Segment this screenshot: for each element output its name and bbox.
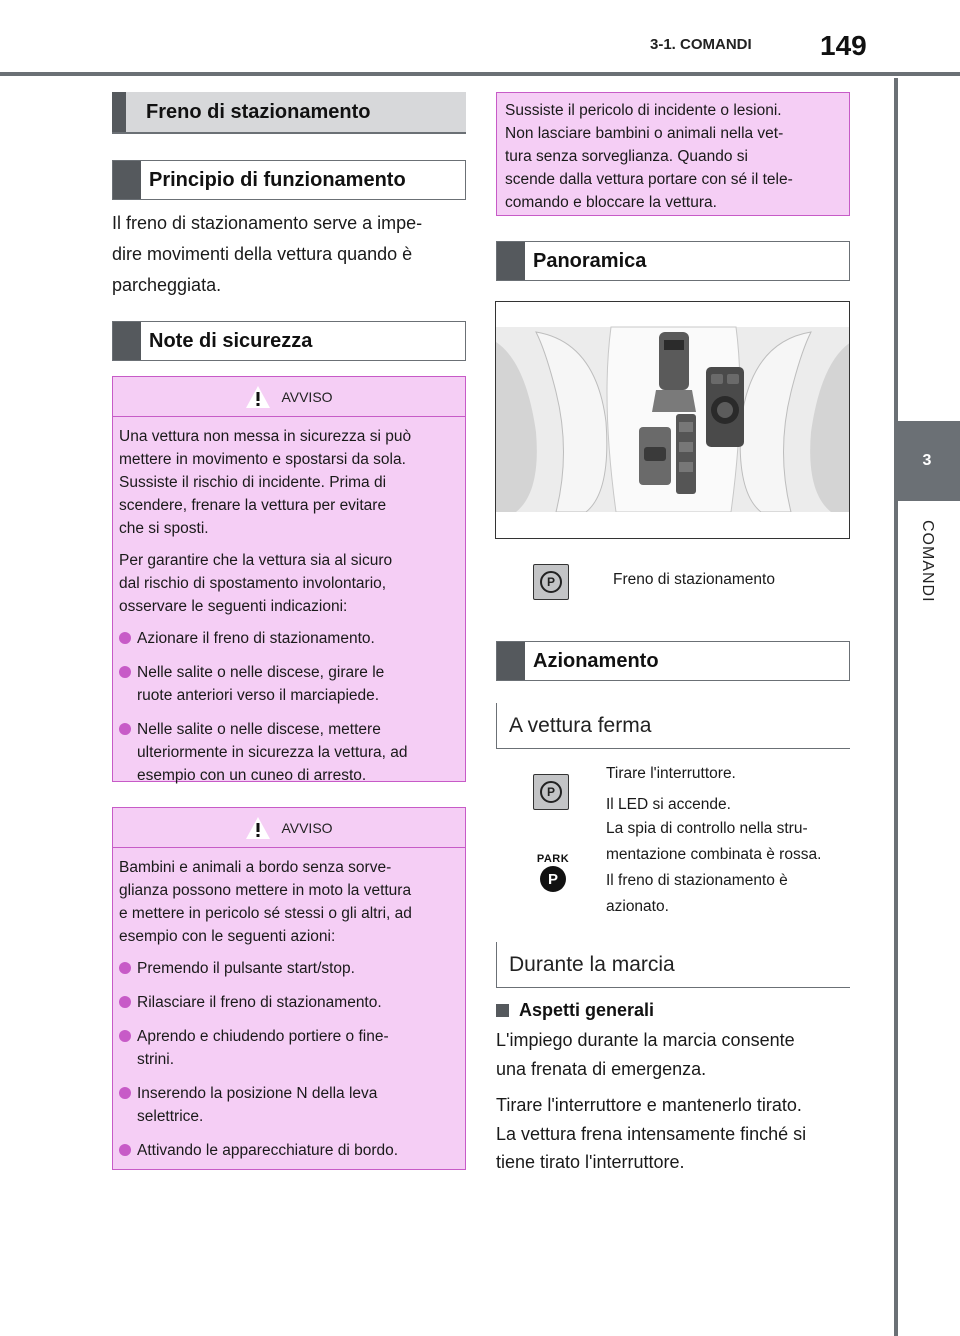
subhead-text: Aspetti generali [519, 1000, 655, 1020]
warning-triangle-icon [245, 385, 271, 409]
bullet-dot-icon [119, 1030, 131, 1042]
text-line: glianza possono mettere in moto la vettura [119, 882, 412, 899]
text-line: comando e bloccare la vettura. [505, 194, 717, 211]
chapter-tab-label: COMANDI [919, 520, 936, 603]
parking-brake-icon: P [533, 774, 569, 810]
instruction-pull: Tirare l'interruttore. [606, 765, 736, 782]
heading-bar [113, 161, 141, 199]
text-line: Azionare il freno di stazionamento. [137, 630, 375, 647]
section-heading-text: Panoramica [533, 249, 647, 272]
heading-bar [113, 322, 141, 360]
section-heading-note [112, 321, 466, 361]
bullet-item [119, 991, 459, 1014]
section-heading-azionamento [496, 641, 850, 681]
instruction-led: Il LED si accende. [606, 796, 731, 813]
main-heading-text: Freno di stazionamento [146, 100, 371, 123]
legend-text: Freno di stazionamento [613, 571, 775, 588]
bullet-item [119, 957, 459, 980]
text-line: mentazione combinata è rossa. [606, 846, 822, 863]
subsection-heading-ferma: A vettura ferma [496, 703, 850, 749]
heading-bar [497, 242, 525, 280]
text-line: L'impiego durante la marcia consente [496, 1030, 795, 1050]
bullet-dot-icon [119, 1144, 131, 1156]
section-heading-text: Note di sicurezza [149, 329, 313, 352]
section-heading-text: Azionamento [533, 649, 659, 672]
bullet-item [119, 1082, 459, 1128]
text-line: tiene tirato l'interruttore. [496, 1152, 685, 1172]
warning-paragraph [119, 549, 459, 618]
text-line: Tirare l'interruttore e mantenerlo tirato. [496, 1095, 802, 1115]
warning-label: AVVISO [281, 388, 333, 405]
text-line: Aprendo e chiudendo portiere o fine- [137, 1028, 389, 1045]
section-heading-principio [112, 160, 466, 200]
text-line: e mettere in pericolo sé stessi o gli altri, ad [119, 905, 412, 922]
text-line: mettere in movimento e spostarsi da sola. [119, 451, 406, 468]
warning-paragraph [119, 425, 459, 540]
text-line: Non lasciare bambini o animali nella vet- [505, 125, 784, 142]
text-line: Bambini e animali a bordo senza sorve- [119, 859, 392, 876]
warning-box-2 [112, 807, 466, 1170]
section-heading-panoramica [496, 241, 850, 281]
subsection-heading-marcia: Durante la marcia [496, 942, 850, 988]
subhead-aspetti [496, 1000, 654, 1021]
side-rule [894, 78, 898, 1336]
bullet-dot-icon [119, 723, 131, 735]
warning-continuation [496, 92, 850, 216]
heading-bar [112, 92, 126, 132]
text-line: scendere, frenare la vettura per evitare [119, 497, 387, 514]
heading-bar [497, 642, 525, 680]
bullet-dot-icon [119, 962, 131, 974]
text-line: che si sposti. [119, 520, 209, 537]
warning-header [113, 377, 465, 417]
text-line: Nelle salite o nelle discese, girare le [137, 664, 385, 681]
principio-paragraph [112, 208, 466, 301]
text-line: parcheggiata. [112, 275, 222, 295]
bullet-item [119, 661, 459, 707]
text-line: Sussiste il rischio di incidente. Prima di [119, 474, 387, 491]
warning-label: AVVISO [281, 819, 333, 836]
center-console-illustration [495, 301, 850, 539]
warning-body [113, 417, 465, 787]
text-line: La vettura frena intensamente finché si [496, 1123, 807, 1144]
bullet-item [119, 1139, 459, 1162]
warning-paragraph [119, 856, 459, 948]
running-header-section: 3-1. COMANDI [650, 36, 752, 53]
text-line: Sussiste il pericolo di incidente o lesioni. [505, 102, 782, 119]
main-heading [112, 92, 466, 134]
park-indicator-icon: PARK P [533, 853, 573, 892]
park-label: PARK [536, 853, 570, 865]
text-line: ruote anteriori verso il marciapiede. [137, 687, 380, 704]
bullet-item [119, 627, 459, 650]
text-line: azionato. [606, 898, 669, 915]
text-line: esempio con un cuneo di arresto. [137, 767, 367, 784]
bullet-dot-icon [119, 632, 131, 644]
bullet-dot-icon [119, 666, 131, 678]
text-line: una frenata di emergenza. [496, 1058, 707, 1079]
warning-box-1 [112, 376, 466, 782]
square-bullet-icon [496, 1004, 509, 1017]
text-line: osservare le seguenti indicazioni: [119, 598, 348, 615]
page-number: 149 [820, 30, 867, 61]
text-line: Il freno di stazionamento serve a impe- [112, 213, 423, 233]
section-heading-text: Principio di funzionamento [149, 168, 406, 191]
bullet-item [119, 718, 459, 787]
text-line: Premendo il pulsante start/stop. [137, 960, 355, 977]
text-line: Rilasciare il freno di stazionamento. [137, 994, 382, 1011]
warning-body [113, 848, 465, 1162]
text-line: Nelle salite o nelle discese, mettere [137, 721, 381, 738]
warning-header [113, 808, 465, 848]
text-line: Per garantire che la vettura sia al sicuro [119, 552, 393, 569]
indicator-text [606, 816, 821, 920]
text-line: La spia di controllo nella stru- [606, 820, 808, 837]
text-line: tura senza sorveglianza. Quando si [505, 148, 748, 165]
text-line: esempio con le seguenti azioni: [119, 928, 336, 945]
text-line: dire movimenti della vettura quando è [112, 244, 413, 264]
text-line: selettrice. [137, 1108, 204, 1125]
chapter-tab[interactable]: 3 [894, 421, 960, 501]
text-line: Attivando le apparecchiature di bordo. [137, 1142, 399, 1159]
text-line: strini. [137, 1051, 175, 1068]
marcia-paragraph [496, 1026, 850, 1177]
parking-brake-icon: P [533, 564, 569, 600]
bullet-dot-icon [119, 1087, 131, 1099]
text-line: Una vettura non messa in sicurezza si può [119, 428, 412, 445]
text-line: Inserendo la posizione N della leva [137, 1085, 378, 1102]
warning-triangle-icon [245, 816, 271, 840]
bullet-dot-icon [119, 996, 131, 1008]
console-drawing [496, 302, 850, 539]
text-line: scende dalla vettura portare con sé il tele- [505, 171, 793, 188]
bullet-item [119, 1025, 459, 1071]
header-rule [0, 72, 960, 76]
text-line: dal rischio di spostamento involontario, [119, 575, 387, 592]
text-line: ulteriormente in sicurezza la vettura, ad [137, 744, 408, 761]
text-line: Il freno di stazionamento è [606, 872, 788, 889]
